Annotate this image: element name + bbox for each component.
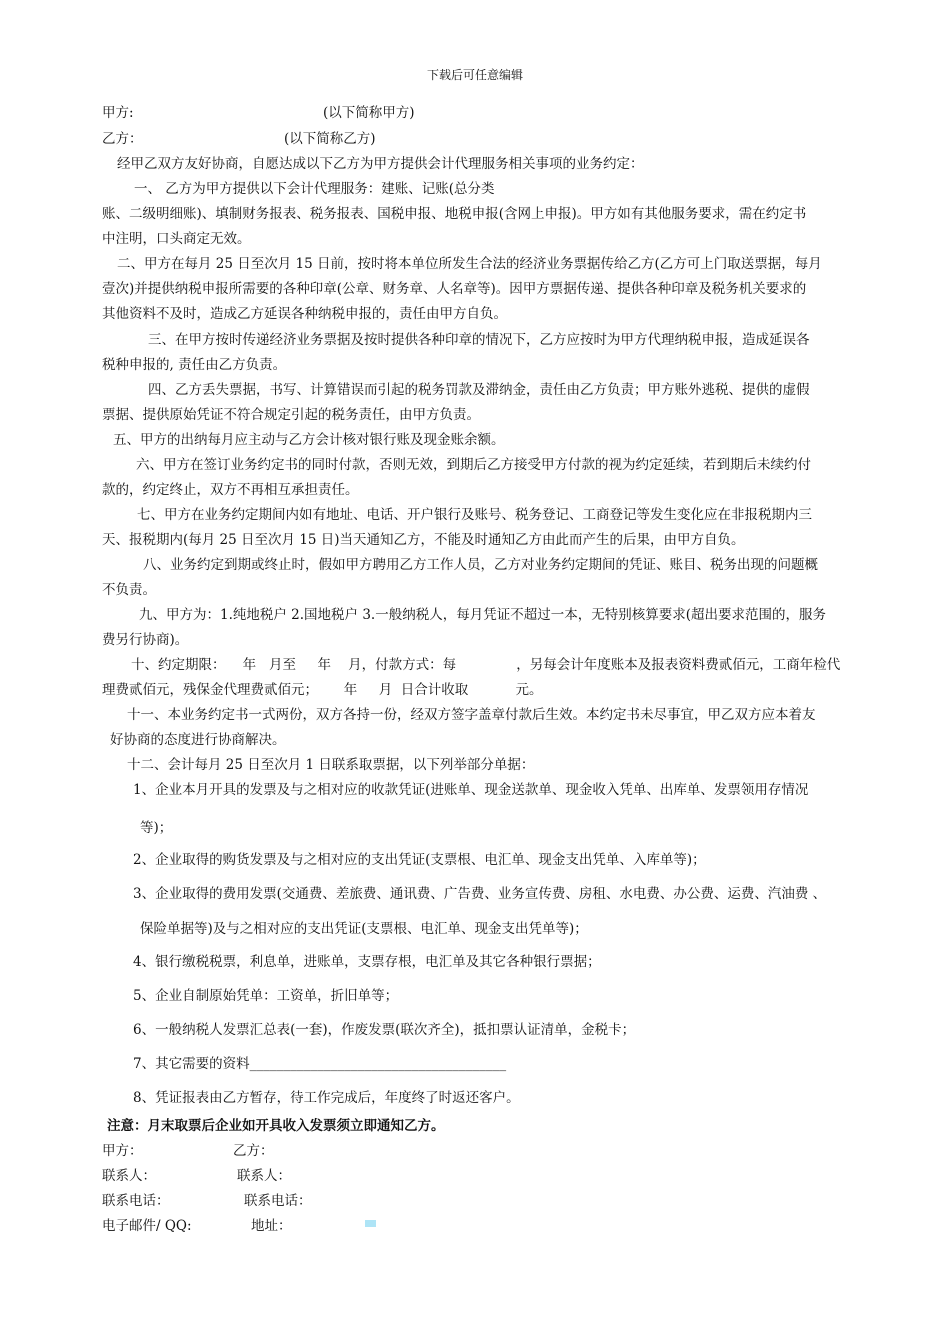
party-a-label: 甲方: bbox=[102, 105, 134, 121]
doc-item-8: 8、凭证报表由乙方暂存，待工作完成后，年度终了时返还客户。 bbox=[133, 1090, 520, 1106]
clause-3-line-2: 税种申报的, 责任由乙方负责。 bbox=[102, 357, 287, 373]
clause-7-line-2: 天、报税期内(每月 25 日至次月 15 日)当天通知乙方，不能及时通知乙方由此而产生的后果，由甲方自负。 bbox=[102, 532, 745, 548]
doc-item-4: 4、银行缴税税票，利息单，进账单，支票存根，电汇单及其它各种银行票据； bbox=[133, 954, 601, 970]
clause-5-line-1: 五、甲方的出纳每月应主动与乙方会计核对银行账及现金账余额。 bbox=[113, 432, 505, 448]
doc-item-6: 6、一般纳税人发票汇总表(一套)，作废发票(联次齐全)，抵扣票认证清单，金税卡； bbox=[133, 1022, 636, 1038]
clause-9-line-1: 九、甲方为：1.纯地税户 2.国地税户 3.一般纳税人，每月凭证不超过一本，无特别核算要求(超出要求范围的，服务 bbox=[139, 607, 826, 623]
clause-10-line-2: 理费贰佰元，残保金代理费贰佰元； 年 月 日合计收取 元。 bbox=[102, 682, 543, 698]
intro-text: 经甲乙双方友好协商，自愿达成以下乙方为甲方提供会计代理服务相关事项的业务约定： bbox=[117, 156, 644, 172]
sign-party-b: 乙方： bbox=[233, 1143, 274, 1159]
doc-item-3-cont: 保险单据等)及与之相对应的支出凭证(支票根、电汇单、现金支出凭单等)； bbox=[140, 921, 588, 937]
doc-item-3: 3、企业取得的费用发票(交通费、差旅费、通讯费、广告费、业务宣传费、房租、水电费、办公费、运费、汽油费 、 bbox=[133, 886, 827, 902]
clause-11-line-1: 十一、本业务约定书一式两份，双方各持一份，经双方签字盖章付款后生效。本约定书未尽事宜，甲乙双方应本着友 bbox=[127, 707, 816, 723]
clause-7-line-1: 七、甲方在业务约定期间内如有地址、电话、开户银行及账号、税务登记、工商登记等发生变化应在非报税期内三 bbox=[137, 507, 812, 523]
highlight-mark bbox=[365, 1220, 376, 1227]
clause-9-line-2: 费另行协商)。 bbox=[102, 632, 189, 648]
sign-contact-a: 联系人： bbox=[102, 1168, 156, 1184]
clause-1-line-2: 账、二级明细账)、填制财务报表、税务报表、国税申报、地税申报(含网上申报)。甲方如有其他服务要求，需在约定书 bbox=[102, 206, 807, 222]
clause-11-line-2: 好协商的态度进行协商解决。 bbox=[110, 732, 286, 748]
sign-party-a: 甲方： bbox=[102, 1143, 143, 1159]
sign-address-b: 地址： bbox=[251, 1218, 292, 1234]
sign-contact-b: 联系人： bbox=[237, 1168, 291, 1184]
sign-phone-b: 联系电话： bbox=[244, 1193, 312, 1209]
clause-2-line-3: 其他资料不及时，造成乙方延误各种纳税申报的，责任由甲方自负。 bbox=[102, 306, 507, 322]
doc-item-1: 1、企业本月开具的发票及与之相对应的收款凭证(进账单、现金送款单、现金收入凭单、出库单、发票领用存情况 bbox=[133, 782, 809, 798]
sign-email-a: 电子邮件/ QQ: bbox=[102, 1218, 192, 1234]
clause-2-line-1: 二、甲方在每月 25 日至次月 15 日前，按时将本单位所发生合法的经济业务票据传给乙方(乙方可上门取送票据，每月 bbox=[117, 256, 822, 272]
doc-item-2: 2、企业取得的购货发票及与之相对应的支出凭证(支票根、电汇单、现金支出凭单、入库单等)； bbox=[133, 852, 706, 868]
clause-8-line-1: 八、业务约定到期或终止时，假如甲方聘用乙方工作人员，乙方对业务约定期间的凭证、账目、税务出现的问题概 bbox=[143, 557, 818, 573]
party-a-note: (以下简称甲方) bbox=[323, 105, 415, 121]
clause-10-line-1: 十、约定期限： 年 月至 年 月，付款方式：每 ，另每会计年度账本及报表资料费贰佰元，工商年检代 bbox=[131, 657, 841, 673]
clause-4-line-1: 四、乙方丢失票据，书写、计算错误而引起的税务罚款及滞纳金，责任由乙方负责；甲方账外逃税、提供的虚假 bbox=[148, 382, 810, 398]
notice-text: 注意：月末取票后企业如开具收入发票须立即通知乙方。 bbox=[107, 1118, 445, 1134]
clause-12-line-1: 十二、会计每月 25 日至次月 1 日联系取票据，以下列举部分单据： bbox=[127, 757, 535, 773]
page-header: 下载后可任意编辑 bbox=[426, 68, 523, 82]
clause-1-line-1: 一、 乙方为甲方提供以下会计代理服务：建账、记账(总分类 bbox=[134, 181, 495, 197]
doc-item-7: 7、其它需要的资料______________________________________ bbox=[133, 1056, 507, 1072]
party-b-note: (以下简称乙方) bbox=[284, 131, 376, 147]
clause-6-line-1: 六、甲方在签订业务约定书的同时付款，否则无效，到期后乙方接受甲方付款的视为约定延续，若到期后未续约付 bbox=[136, 457, 811, 473]
clause-3-line-1: 三、在甲方按时传递经济业务票据及按时提供各种印章的情况下，乙方应按时为甲方代理纳税申报，造成延误各 bbox=[148, 332, 810, 348]
clause-4-line-2: 票据、提供原始凭证不符合规定引起的税务责任，由甲方负责。 bbox=[102, 407, 480, 423]
party-b-label: 乙方： bbox=[102, 131, 143, 147]
doc-item-1-cont: 等)； bbox=[140, 820, 173, 836]
clause-6-line-2: 款的，约定终止，双方不再相互承担责任。 bbox=[102, 482, 359, 498]
clause-2-line-2: 壹次)并提供纳税申报所需要的各种印章(公章、财务章、人名章等)。因甲方票据传递、提供各种印章及税务机关要求的 bbox=[102, 281, 807, 297]
doc-item-5: 5、企业自制原始凭单：工资单，折旧单等； bbox=[133, 988, 399, 1004]
sign-phone-a: 联系电话： bbox=[102, 1193, 170, 1209]
clause-1-line-3: 中注明，口头商定无效。 bbox=[102, 231, 251, 247]
clause-8-line-2: 不负责。 bbox=[102, 582, 156, 598]
